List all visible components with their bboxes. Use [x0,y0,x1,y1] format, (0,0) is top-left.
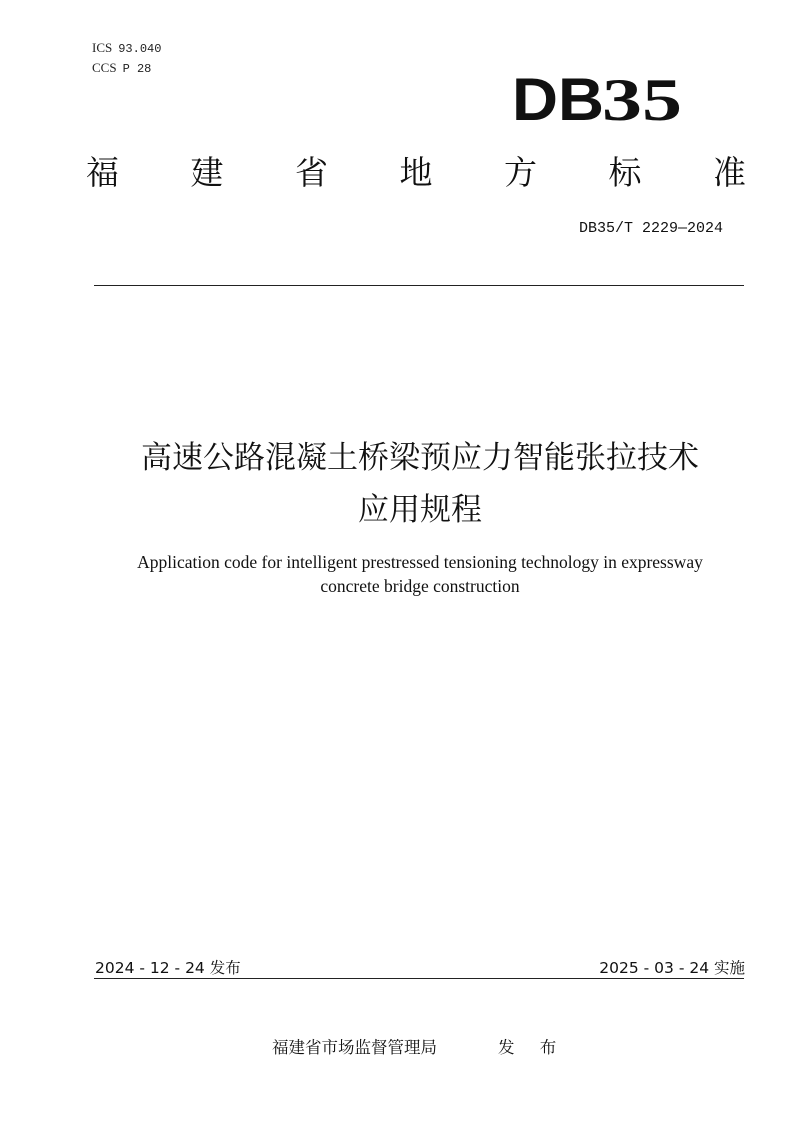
ics-line [92,40,161,57]
english-title-line-1: Application code for intelligent prestressed tensioning technology in expressway [137,552,703,572]
ccs-code: P 28 [122,62,152,76]
standard-type-char: 地 [399,153,433,192]
ccs-label: CCS [92,60,117,75]
chinese-title [60,432,780,536]
svg-text:DB: DB [512,68,604,128]
standard-type-heading [86,148,746,198]
english-title [70,550,770,598]
standard-type-char: 方 [504,153,537,192]
english-title-line-2: concrete bridge construction [320,576,520,596]
standard-type-char: 省 [295,153,328,192]
standard-type-char: 福 [86,153,119,192]
ccs-line [92,60,151,77]
publish-label: 发 布 [498,1038,567,1057]
chinese-title-line-1: 高速公路混凝土桥梁预应力智能张拉技术 [141,440,699,476]
standard-type-char: 标 [608,153,642,192]
bottom-divider [94,978,744,979]
ics-code: 93.040 [118,42,162,56]
standard-type-char: 建 [190,153,224,192]
implementation-date: 2025 - 03 - 24 实施 [599,959,745,977]
issuing-authority: 福建省市场监督管理局 [272,1038,437,1057]
chinese-title-line-2: 应用规程 [358,492,482,528]
standard-number: DB35/T 2229—2024 [578,220,723,237]
standard-type-char: 准 [713,153,746,192]
svg-text:35: 35 [602,68,682,128]
issue-date: 2024 - 12 - 24 发布 [95,959,241,977]
ics-label: ICS [92,40,113,55]
db35-logo [512,68,684,128]
top-divider [94,285,744,286]
